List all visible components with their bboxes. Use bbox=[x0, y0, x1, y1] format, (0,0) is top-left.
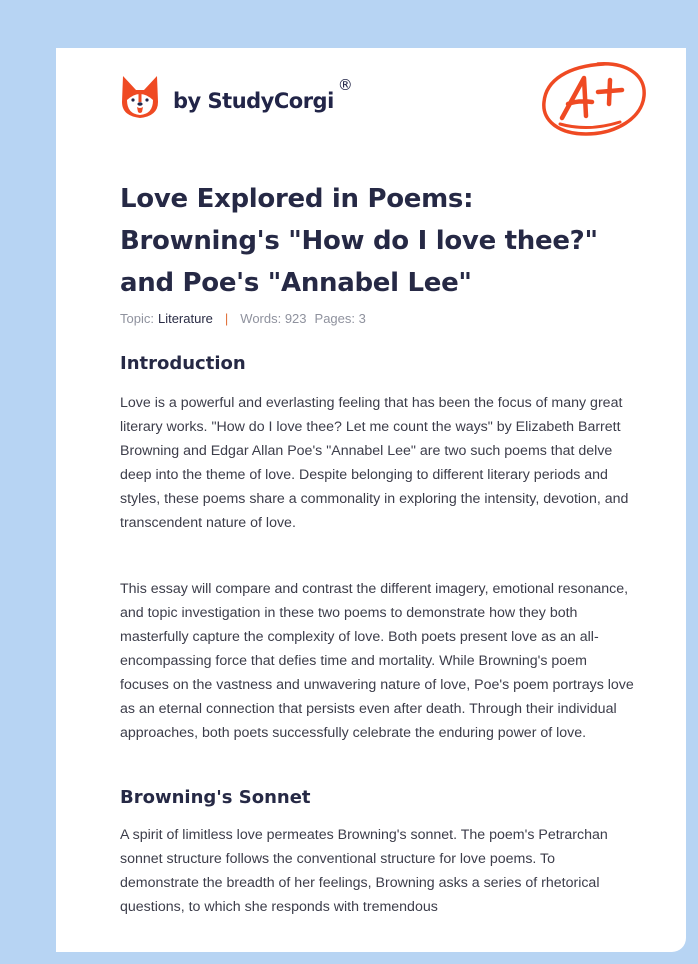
topic-label: Topic: bbox=[120, 311, 154, 326]
paragraph: Love is a powerful and everlasting feeling that has been the focus of many great literary works. "How do I love thee? Let me count the ways" by Elizabeth Barrett Browning and Edgar Allan Poe's "Annabel Lee" are two such poems that delve deep into the theme of love. Despite belonging to different literary periods and styles, these poems share a commonality in exploring the intensity, devotion, and transcendent nature of love. bbox=[120, 395, 629, 531]
meta-separator: | bbox=[224, 311, 229, 326]
brand-name: by StudyCorgi bbox=[173, 89, 334, 113]
page-count: Pages: 3 bbox=[314, 311, 366, 326]
section-heading-introduction: Introduction bbox=[120, 353, 246, 374]
section-heading-brownings-sonnet: Browning's Sonnet bbox=[120, 787, 311, 808]
essay-meta bbox=[120, 311, 366, 326]
a-plus-grade-icon bbox=[538, 58, 648, 140]
essay-title: Love Explored in Poems: Browning's "How do I love thee?" and Poe's "Annabel Lee" bbox=[120, 184, 598, 298]
corgi-icon bbox=[120, 74, 160, 120]
paragraph: This essay will compare and contrast the different imagery, emotional resonance, and topic investigation in these two poems to demonstrate how they both masterfully capture the complexity of love. Both poets present love as an all-encompassing force that defies time and mortality. While Browning's poem focuses on the vastness and unwavering nature of love, Poe's poem portrays love as an eternal connection that persists even after death. Through their individual approaches, both poets successfully celebrate the enduring power of love. bbox=[120, 581, 634, 741]
registered-mark: ® bbox=[337, 76, 353, 94]
word-count: Words: 923 bbox=[240, 311, 307, 326]
topic-link[interactable]: Literature bbox=[157, 311, 213, 326]
paragraph: A spirit of limitless love permeates Browning's sonnet. The poem's Petrarchan sonnet structure follows the conventional structure for love poems. To demonstrate the breadth of her feelings, Browning asks a series of rhetorical questions, to which she responds with tremendous bbox=[120, 827, 608, 915]
studycorgi-logo[interactable] bbox=[120, 74, 353, 120]
essay-card bbox=[56, 48, 686, 952]
